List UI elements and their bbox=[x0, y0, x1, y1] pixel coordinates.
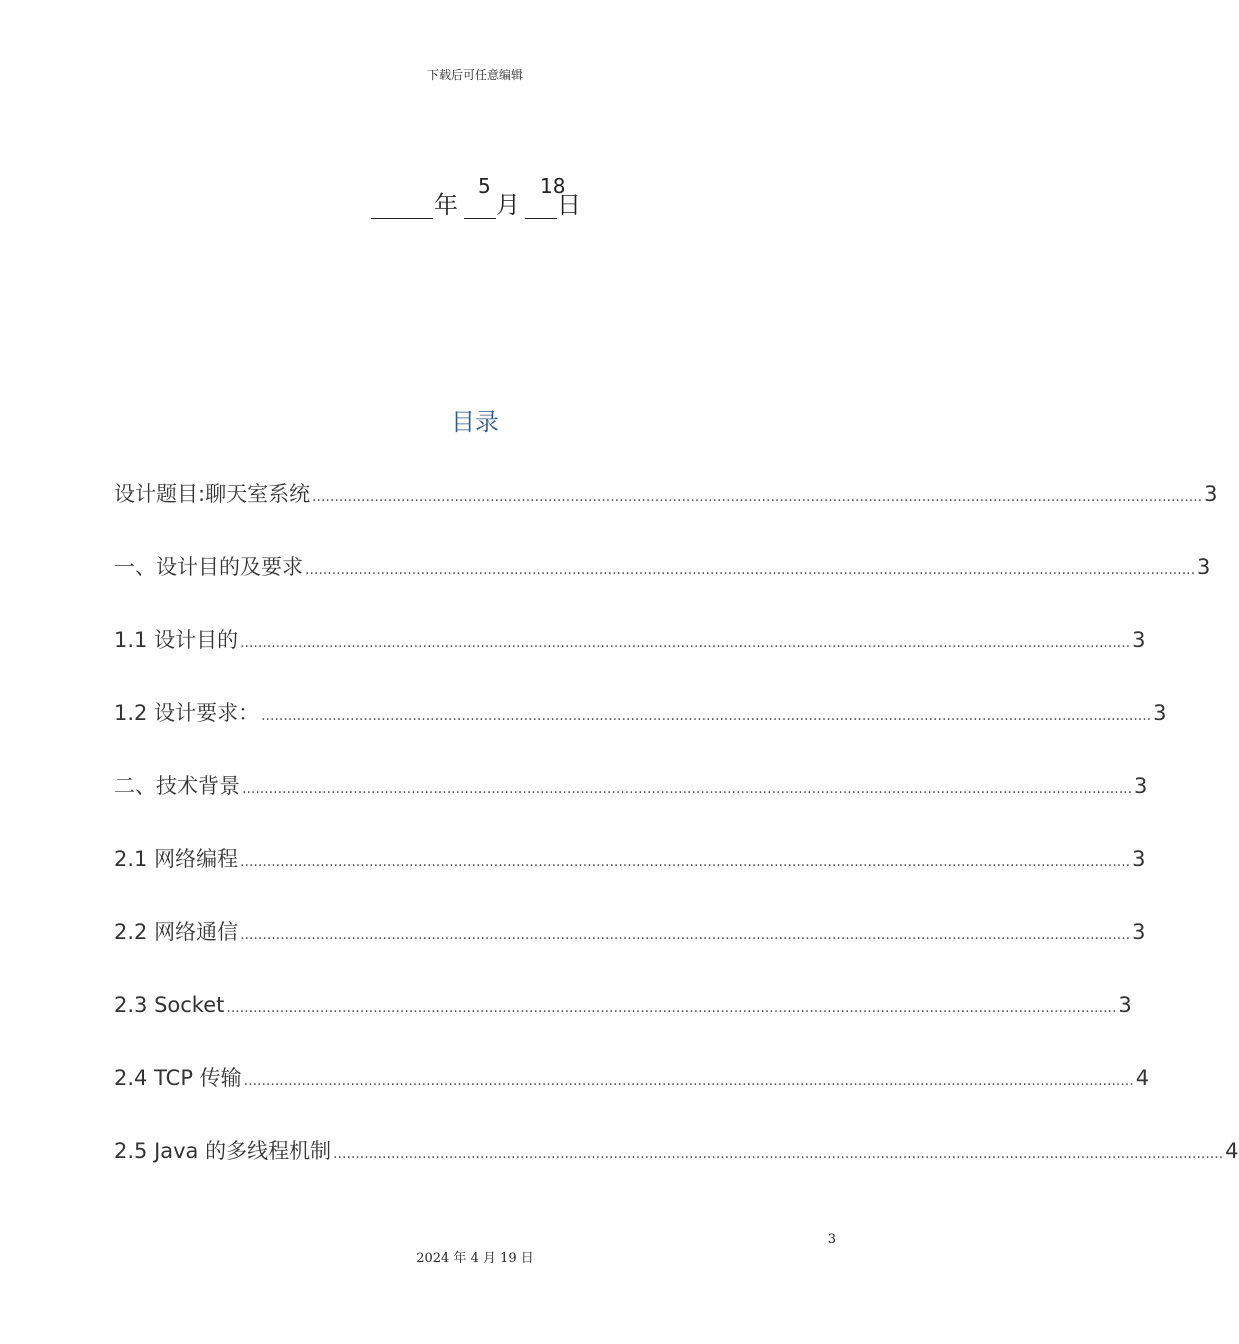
month-blank bbox=[464, 196, 496, 219]
toc-item[interactable] bbox=[114, 697, 1167, 770]
toc-item[interactable] bbox=[114, 843, 1146, 916]
toc-item-label: 2.2 网络通信 bbox=[114, 920, 239, 944]
toc-leader-dots: ........................................................................................................................................................................................................ bbox=[261, 708, 1152, 724]
toc-item-label: 设计题目:聊天室系统 bbox=[114, 482, 311, 506]
month-value: 5 bbox=[478, 174, 491, 198]
toc-item-page: 3 bbox=[1204, 482, 1218, 506]
toc-item-page: 3 bbox=[1132, 920, 1146, 944]
toc-item[interactable] bbox=[114, 1062, 1150, 1135]
toc-item-page: 3 bbox=[1134, 774, 1148, 798]
toc-item-label: 2.5 Java 的多线程机制 bbox=[114, 1139, 332, 1163]
toc-leader-dots: ........................................................................................................................................................................................................ bbox=[240, 635, 1131, 651]
toc-leader-dots: ........................................................................................................................................................................................................ bbox=[240, 927, 1131, 943]
toc-leader-dots: ........................................................................................................................................................................................................ bbox=[243, 1073, 1134, 1089]
toc-item[interactable] bbox=[114, 551, 1211, 624]
toc-leader-dots: ........................................................................................................................................................................................................ bbox=[226, 1000, 1117, 1016]
toc-item-label: 二、技术背景 bbox=[114, 774, 240, 798]
day-value: 18 bbox=[540, 174, 566, 198]
toc-item[interactable] bbox=[114, 770, 1148, 843]
year-blank bbox=[371, 196, 433, 219]
toc-leader-dots: ........................................................................................................................................................................................................ bbox=[242, 781, 1133, 797]
toc-item[interactable] bbox=[114, 916, 1146, 989]
toc-leader-dots: ........................................................................................................................................................................................................ bbox=[240, 854, 1131, 870]
page-footer: 2024 年 4 月 19 日 bbox=[416, 1251, 534, 1266]
toc-item-page: 4 bbox=[1135, 1066, 1150, 1090]
toc-item-label: 2.3 Socket bbox=[114, 993, 225, 1017]
toc-leader-dots: ........................................................................................................................................................................................................ bbox=[312, 489, 1203, 505]
toc-item-page: 3 bbox=[1132, 628, 1146, 652]
toc-item-page: 3 bbox=[1118, 993, 1132, 1017]
toc-item-page: 3 bbox=[1197, 555, 1211, 579]
toc-title: 目录 bbox=[451, 408, 499, 436]
toc-item-label: 一、设计目的及要求 bbox=[114, 555, 303, 579]
toc-item-page: 4 bbox=[1225, 1139, 1239, 1163]
page-header: 下载后可任意编辑 bbox=[426, 68, 523, 82]
year-unit: 年 bbox=[434, 191, 458, 219]
page-number: 3 bbox=[827, 1232, 836, 1247]
toc-item[interactable] bbox=[114, 624, 1146, 697]
toc-item-label: 2.1 网络编程 bbox=[114, 847, 239, 871]
date-line bbox=[0, 170, 950, 230]
toc-item-page: 3 bbox=[1132, 847, 1146, 871]
toc-leader-dots: ........................................................................................................................................................................................................ bbox=[305, 562, 1196, 578]
toc-item[interactable] bbox=[114, 478, 1218, 551]
toc-item-label: 1.1 设计目的 bbox=[114, 628, 239, 652]
toc-leader-dots: ........................................................................................................................................................................................................ bbox=[333, 1146, 1224, 1162]
toc-item-label: 1.2 设计要求： bbox=[114, 701, 260, 725]
toc-item-page: 3 bbox=[1153, 701, 1167, 725]
toc-item[interactable] bbox=[114, 1135, 1239, 1208]
month-unit: 月 bbox=[496, 191, 520, 219]
toc-item-label: 2.4 TCP 传输 bbox=[114, 1066, 242, 1090]
toc-item[interactable] bbox=[114, 989, 1132, 1062]
day-unit: 日 bbox=[557, 191, 581, 219]
day-blank bbox=[525, 196, 557, 219]
table-of-contents bbox=[114, 478, 1239, 1208]
